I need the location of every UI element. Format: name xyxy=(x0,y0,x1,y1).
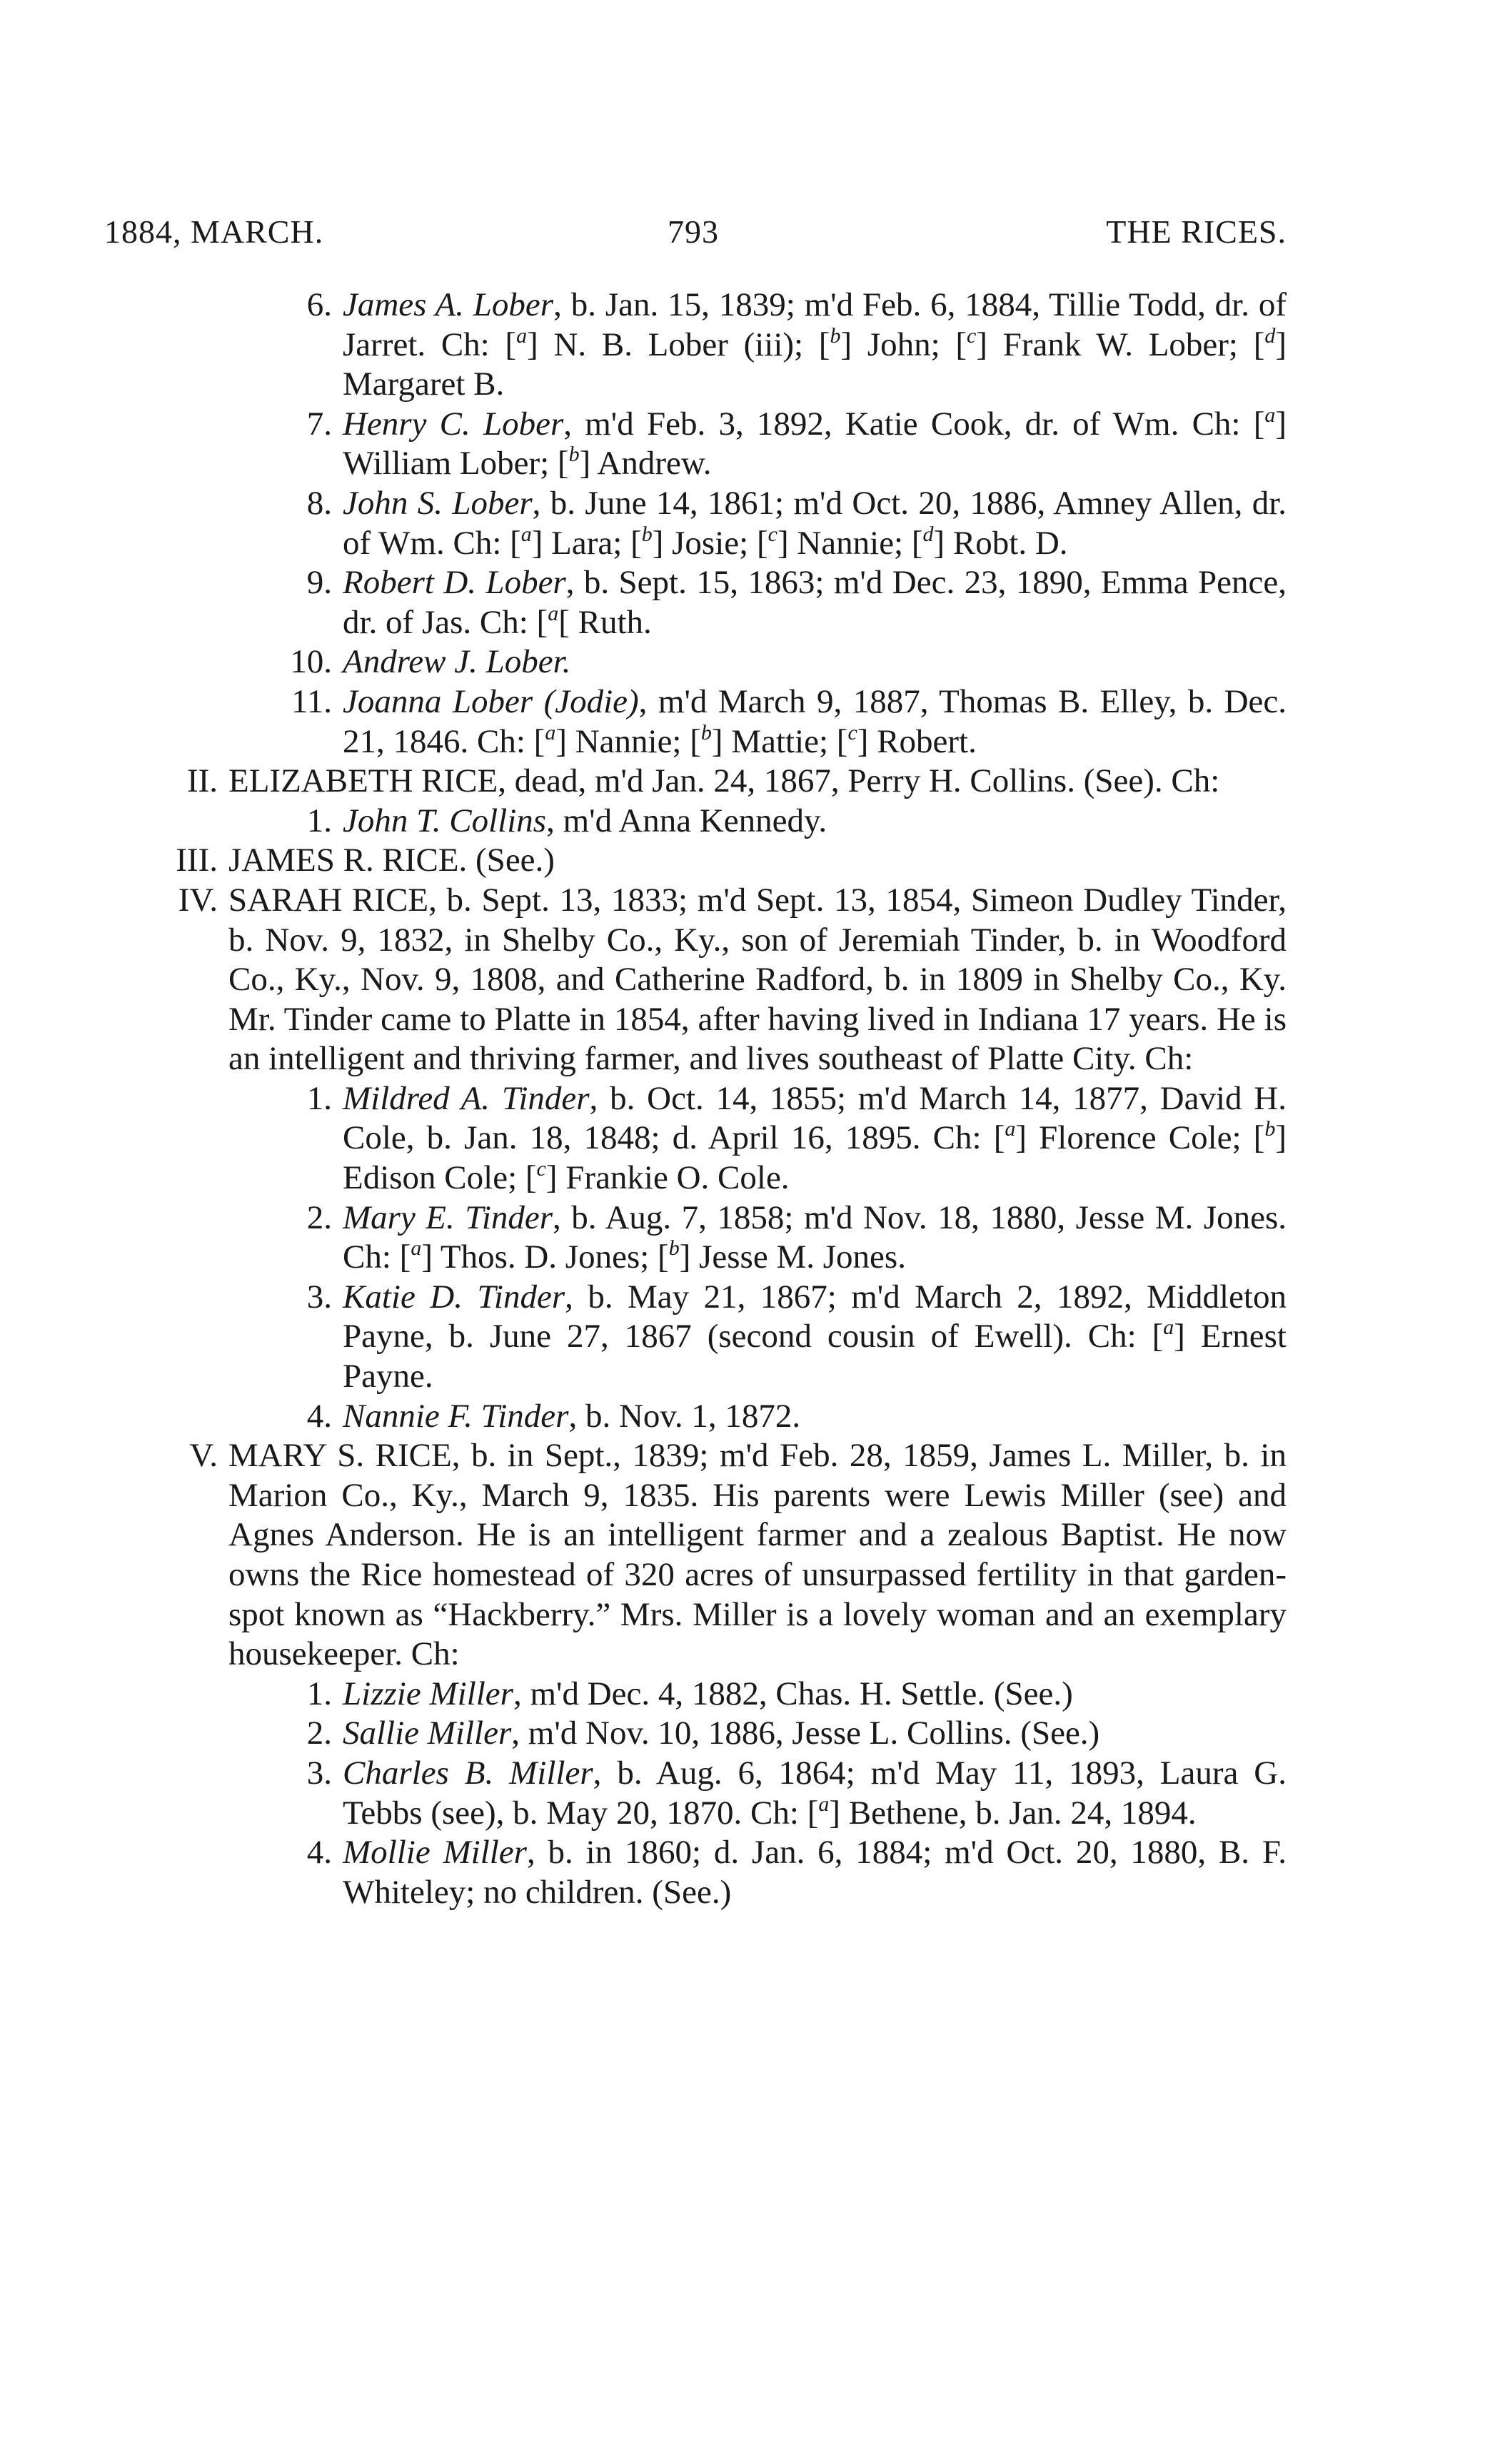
entry-text: ] Frank W. Lober; [ xyxy=(976,325,1265,363)
entry-text: ] Robt. D. xyxy=(933,524,1068,562)
child-entry xyxy=(114,1397,1287,1437)
entry-number: 1. xyxy=(306,802,332,839)
entry-number: 1. xyxy=(306,1675,332,1712)
child-marker: a xyxy=(516,323,528,348)
person-name: James A. Lober xyxy=(343,286,554,323)
person-name: Joanna Lober (Jodie) xyxy=(343,682,639,720)
child-marker: a xyxy=(1264,403,1276,427)
person-name: Henry C. Lober xyxy=(343,405,564,443)
person-name: Andrew J. Lober. xyxy=(343,643,571,681)
child-marker: a xyxy=(818,1792,830,1816)
person-name: John S. Lober xyxy=(343,484,533,522)
child-marker: c xyxy=(536,1157,546,1181)
entry-number: V. xyxy=(189,1437,218,1475)
child-entry xyxy=(114,802,1287,842)
child-entry xyxy=(114,563,1287,642)
child-entry xyxy=(114,1198,1287,1278)
child-entry xyxy=(114,405,1287,484)
entry-text: , b. in Sept., 1839; m'd Feb. 28, 1859, James L. Miller, b. in Marion Co., Ky., March 9, 1835. His parents were Lewis Miller (see) and Agnes Anderson. He is an intelligent farmer and a zealous Baptist. He now owns the Rice homestead of 320 acres of unsurpassed fertility in that garden-spot known as “Hackberry.” Mrs. Miller is a lovely woman and an exemplary housekeeper. Ch: xyxy=(228,1437,1287,1673)
entry-number: 1. xyxy=(306,1079,332,1117)
entry-text: , b. Aug. 6, 1864; m'd May 11, 1893, Laura G. Tebbs (see), b. May 20, 1870. Ch: [ xyxy=(343,1754,1287,1832)
child-marker: a xyxy=(411,1236,422,1261)
person-name: Sallie Miller xyxy=(343,1715,512,1752)
child-marker: a xyxy=(1005,1117,1016,1141)
child-entry xyxy=(114,682,1287,762)
entry-number: 2. xyxy=(306,1715,332,1752)
entry-text: ] Margaret B. xyxy=(343,325,1287,403)
person-name: SARAH RICE xyxy=(228,881,429,919)
person-name: Mildred A. Tinder xyxy=(343,1079,590,1117)
header-date: 1884, MARCH. xyxy=(104,213,324,250)
entry-number: 10. xyxy=(290,643,332,681)
child-entry xyxy=(114,1714,1287,1754)
child-marker: a xyxy=(1163,1316,1174,1340)
entry-text: , m'd Anna Kennedy. xyxy=(546,802,827,839)
entry-text: , m'd March 9, 1887, Thomas B. Elley, b. Dec. 21, 1846. Ch: [ xyxy=(343,682,1287,760)
family-entry xyxy=(114,881,1287,1079)
genealogy-text xyxy=(114,286,1287,1912)
entry-number: 7. xyxy=(306,405,332,443)
child-marker: d xyxy=(1264,323,1276,348)
entry-text: ] Edison Cole; [ xyxy=(343,1119,1287,1197)
entry-text: ] Andrew. xyxy=(579,445,712,483)
family-entry xyxy=(114,762,1287,802)
entry-text: . (See.) xyxy=(458,842,555,879)
page-number: 793 xyxy=(668,213,719,250)
entry-text: ] Robert. xyxy=(857,722,977,760)
child-entry xyxy=(114,1675,1287,1715)
entry-number: 4. xyxy=(306,1397,332,1435)
header-title: THE RICES. xyxy=(1106,213,1287,250)
entry-number: 11. xyxy=(291,682,332,720)
entry-text: , b. Aug. 7, 1858; m'd Nov. 18, 1880, Jesse M. Jones. Ch: [ xyxy=(343,1198,1287,1276)
entry-number: II. xyxy=(186,762,218,800)
child-marker: b xyxy=(568,443,580,467)
entry-number: 2. xyxy=(306,1198,332,1236)
entry-text: ] Ernest Payne. xyxy=(343,1318,1287,1395)
child-marker: a xyxy=(548,601,559,625)
entry-number: 6. xyxy=(306,286,332,323)
person-name: ELIZABETH RICE xyxy=(228,762,498,800)
entry-number: 8. xyxy=(306,484,332,522)
child-marker: c xyxy=(967,323,977,348)
child-marker: b xyxy=(1264,1117,1276,1141)
person-name: Mary E. Tinder xyxy=(343,1198,553,1236)
entry-text: ] John; [ xyxy=(840,325,967,363)
child-marker: a xyxy=(520,522,532,546)
child-marker: b xyxy=(641,522,653,546)
person-name: Nannie F. Tinder xyxy=(343,1397,569,1435)
family-entry xyxy=(114,1436,1287,1675)
entry-text: ] Frankie O. Cole. xyxy=(545,1159,790,1197)
entry-text: , m'd Feb. 3, 1892, Katie Cook, dr. of Wm. Ch: [ xyxy=(563,405,1265,443)
entry-text: , b. Sept. 13, 1833; m'd Sept. 13, 1854, Simeon Dudley Tinder, b. Nov. 9, 1832, in Shelby Co., Ky., son of Jeremiah Tinder, b. in Woodford Co., Ky., Nov. 9, 1808, and Catherine Radford, b. in 1809 in Shelby Co., Ky. Mr. Tinder came to Platte in 1854, after having lived in Indiana 17 years. He is an intelligent and thriving farmer, and lives southeast of Platte City. Ch: xyxy=(228,881,1287,1078)
person-name: Katie D. Tinder xyxy=(343,1278,565,1316)
person-name: Mollie Miller xyxy=(343,1834,527,1872)
child-entry xyxy=(114,642,1287,682)
person-name: Robert D. Lober xyxy=(343,564,566,602)
child-entry xyxy=(114,1278,1287,1397)
entry-text: ] Nannie; [ xyxy=(555,722,701,760)
entry-text: ] Nannie; [ xyxy=(777,524,923,562)
entry-text: ] Mattie; [ xyxy=(711,722,848,760)
child-marker: b xyxy=(830,323,841,348)
person-name: JAMES R. RICE xyxy=(228,842,459,879)
entry-text: , b. June 14, 1861; m'd Oct. 20, 1886, Amney Allen, dr. of Wm. Ch: [ xyxy=(343,484,1287,562)
child-entry xyxy=(114,1079,1287,1198)
entry-text: , b. in 1860; d. Jan. 6, 1884; m'd Oct. 20, 1880, B. F. Whiteley; no children. (See.) xyxy=(343,1834,1287,1911)
entry-text: ] Thos. D. Jones; [ xyxy=(421,1238,669,1276)
child-entry xyxy=(114,484,1287,563)
entry-text: , dead, m'd Jan. 24, 1867, Perry H. Collins. (See). Ch: xyxy=(498,762,1220,800)
child-entry xyxy=(114,1833,1287,1912)
entry-text: ] William Lober; [ xyxy=(343,405,1287,483)
entry-number: 3. xyxy=(306,1278,332,1316)
person-name: Charles B. Miller xyxy=(343,1754,593,1792)
entry-text: , b. Jan. 15, 1839; m'd Feb. 6, 1884, Tillie Todd, dr. of Jarret. Ch: [ xyxy=(343,286,1287,363)
entry-number: III. xyxy=(176,842,218,879)
entry-number: 3. xyxy=(306,1754,332,1792)
person-name: John T. Collins xyxy=(343,802,547,839)
entry-text: , b. Sept. 15, 1863; m'd Dec. 23, 1890, Emma Pence, dr. of Jas. Ch: [ xyxy=(343,564,1287,641)
child-marker: a xyxy=(545,720,556,744)
entry-number: IV. xyxy=(178,881,218,919)
entry-text: [ Ruth. xyxy=(558,603,652,641)
entry-text: , b. May 21, 1867; m'd March 2, 1892, Middleton Payne, b. June 27, 1867 (second cousin of Ewell). Ch: [ xyxy=(343,1278,1287,1355)
entry-text: ] Josie; [ xyxy=(652,524,768,562)
family-entry xyxy=(114,841,1287,881)
entry-text: ] Florence Cole; [ xyxy=(1015,1119,1265,1157)
entry-text: , b. Oct. 14, 1855; m'd March 14, 1877, David H. Cole, b. Jan. 18, 1848; d. April 16, 1895. Ch: [ xyxy=(343,1079,1287,1157)
person-name: MARY S. RICE xyxy=(228,1437,452,1475)
child-marker: c xyxy=(847,720,857,744)
entry-number: 9. xyxy=(306,564,332,602)
child-marker: c xyxy=(767,522,777,546)
entry-text: ] Jesse M. Jones. xyxy=(679,1238,906,1276)
entry-text: , b. Nov. 1, 1872. xyxy=(568,1397,801,1435)
child-marker: b xyxy=(700,720,712,744)
person-name: Lizzie Miller xyxy=(343,1675,513,1712)
child-marker: b xyxy=(668,1236,680,1261)
entry-text: , m'd Nov. 10, 1886, Jesse L. Collins. (See.) xyxy=(511,1715,1100,1752)
entry-text: ] Bethene, b. Jan. 24, 1894. xyxy=(829,1794,1197,1832)
entry-number: 4. xyxy=(306,1834,332,1872)
running-header xyxy=(104,213,1287,263)
child-entry xyxy=(114,286,1287,405)
entry-text: , m'd Dec. 4, 1882, Chas. H. Settle. (See.) xyxy=(513,1675,1073,1712)
entry-text: ] Lara; [ xyxy=(531,524,642,562)
child-marker: d xyxy=(922,522,934,546)
child-entry xyxy=(114,1754,1287,1833)
entry-text: ] N. B. Lober (iii); [ xyxy=(527,325,830,363)
